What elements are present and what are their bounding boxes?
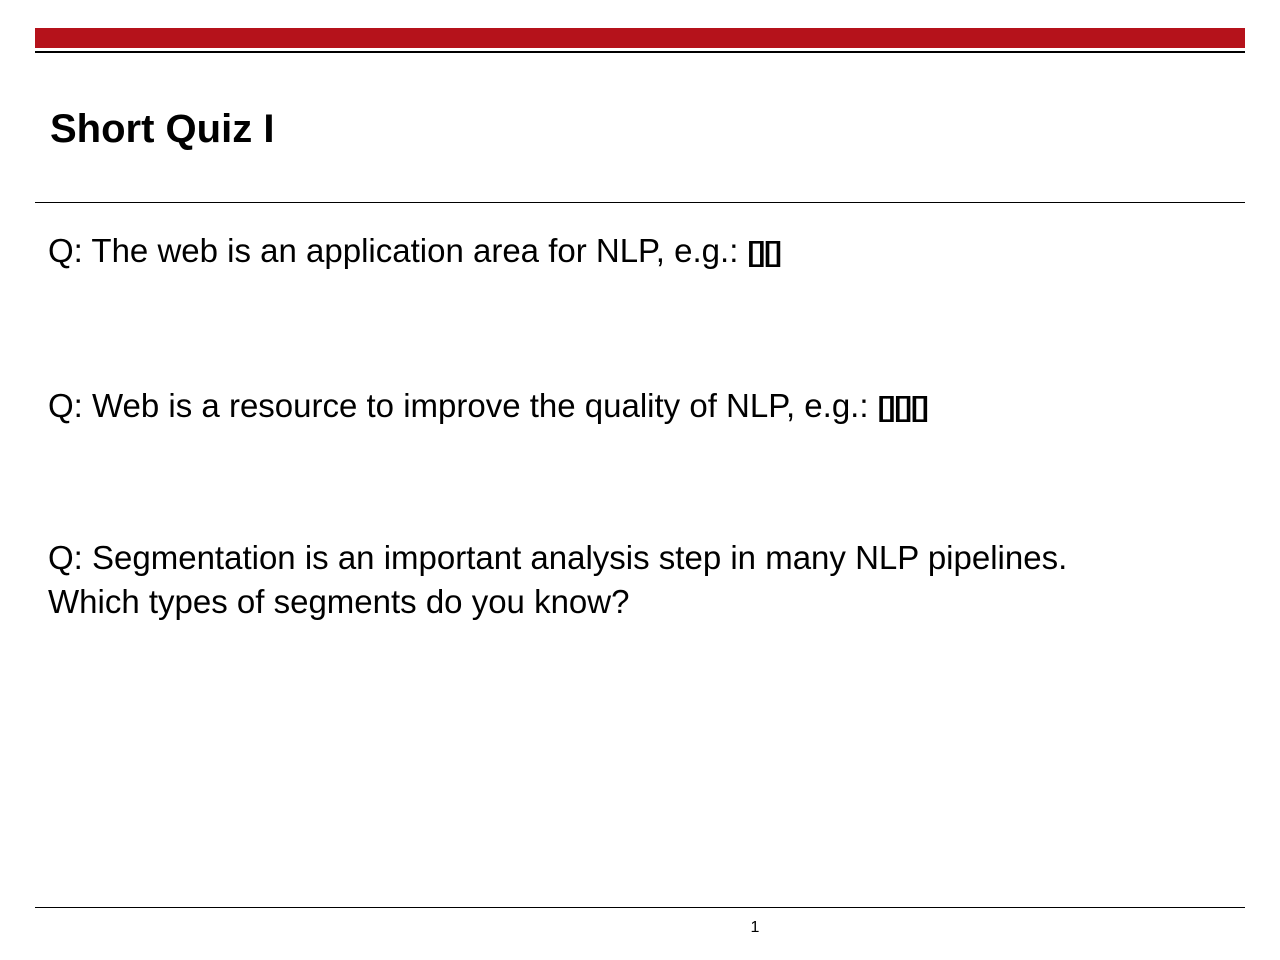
title-divider [35, 202, 1245, 203]
question-3-line-2: Which types of segments do you know? [48, 583, 630, 620]
question-2-placeholder-boxes: [][][] [877, 391, 928, 422]
question-2 [48, 384, 928, 429]
question-1 [48, 229, 781, 274]
question-3 [48, 536, 1067, 624]
header-accent-bar [35, 28, 1245, 48]
question-3-line-1: Q: Segmentation is an important analysis step in many NLP pipelines. [48, 539, 1068, 576]
slide-title: Short Quiz I [50, 107, 275, 151]
page-number: 1 [750, 919, 760, 936]
footer-divider [35, 907, 1245, 908]
header-divider [35, 51, 1245, 53]
question-1-placeholder-boxes: [][] [747, 236, 781, 267]
question-2-text: Q: Web is a resource to improve the quality of NLP, e.g.: [48, 387, 878, 424]
question-1-text: Q: The web is an application area for NLP, e.g.: [48, 232, 748, 269]
